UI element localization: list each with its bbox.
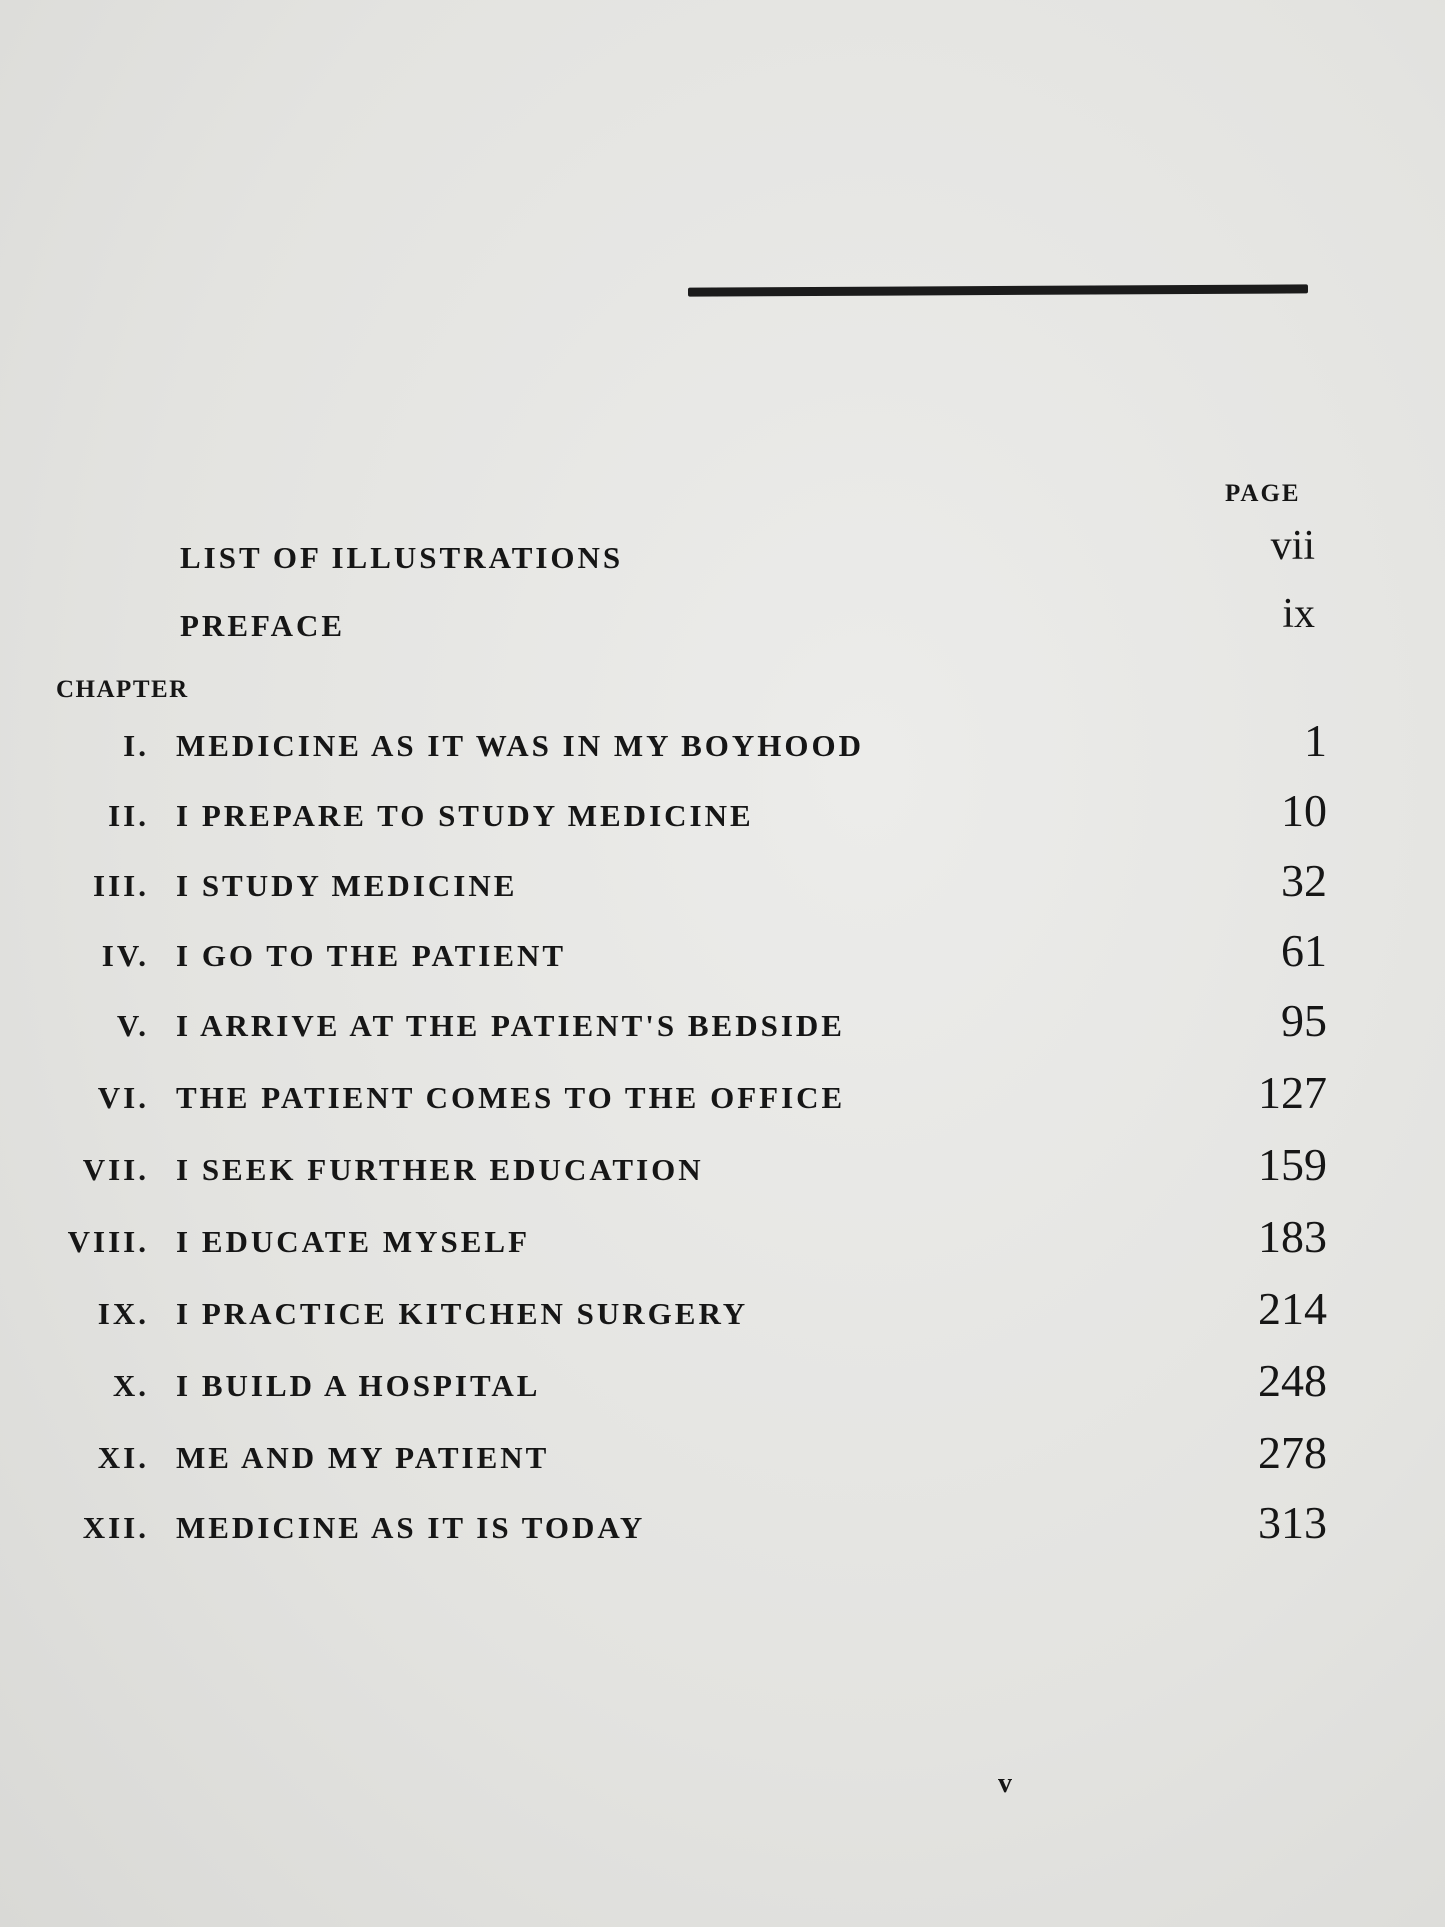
- chapter-page-number: 248: [1258, 1355, 1327, 1406]
- chapter-title: MEDICINE AS IT WAS IN MY BOYHOOD: [176, 728, 864, 763]
- chapter-title: ME AND MY PATIENT: [176, 1440, 550, 1475]
- toc-row: [0, 1211, 1445, 1274]
- toc-row: [0, 1355, 1445, 1418]
- chapter-numeral: V.: [116, 1008, 149, 1043]
- chapter-page-number: 214: [1258, 1283, 1327, 1334]
- chapter-title: MEDICINE AS IT IS TODAY: [176, 1510, 646, 1545]
- chapter-numeral: III.: [93, 868, 149, 903]
- toc-row: [0, 855, 1445, 918]
- chapter-numeral: XII.: [82, 1510, 149, 1545]
- front-matter-page: vii: [1270, 523, 1315, 569]
- chapter-page-number: 1: [1304, 715, 1327, 766]
- chapter-numeral: VI.: [97, 1080, 149, 1115]
- chapter-page-number: 159: [1258, 1139, 1327, 1190]
- chapter-title: I STUDY MEDICINE: [176, 868, 518, 903]
- toc-row: [0, 1497, 1445, 1560]
- front-matter-title: LIST OF ILLUSTRATIONS: [180, 540, 624, 575]
- chapter-title: I ARRIVE AT THE PATIENT'S BEDSIDE: [176, 1008, 845, 1043]
- toc-row: [0, 785, 1445, 848]
- chapter-title: I SEEK FURTHER EDUCATION: [176, 1152, 704, 1187]
- page-column-heading: PAGE: [1225, 480, 1301, 507]
- toc-row: [0, 1283, 1445, 1346]
- front-matter-page: ix: [1282, 591, 1315, 637]
- chapter-page-number: 10: [1281, 785, 1327, 836]
- page-folio: v: [998, 1768, 1012, 1799]
- chapter-title: I EDUCATE MYSELF: [176, 1224, 531, 1259]
- chapter-title: THE PATIENT COMES TO THE OFFICE: [176, 1080, 846, 1115]
- chapter-title: I PRACTICE KITCHEN SURGERY: [176, 1296, 749, 1331]
- chapter-numeral: X.: [112, 1368, 149, 1403]
- chapter-title: I BUILD A HOSPITAL: [176, 1368, 541, 1403]
- chapter-page-number: 183: [1258, 1211, 1327, 1262]
- toc-row: [0, 995, 1445, 1058]
- front-matter-title: PREFACE: [180, 608, 346, 643]
- chapter-numeral: XI.: [97, 1440, 149, 1475]
- toc-row: [0, 1139, 1445, 1202]
- toc-row: [0, 715, 1445, 778]
- chapter-title: I GO TO THE PATIENT: [176, 938, 567, 973]
- toc-row: [0, 1067, 1445, 1130]
- chapter-page-number: 32: [1281, 855, 1327, 906]
- chapter-numeral: II.: [108, 798, 149, 833]
- chapter-page-number: 278: [1258, 1427, 1327, 1478]
- chapter-numeral: VII.: [82, 1152, 149, 1187]
- chapter-page-number: 61: [1281, 925, 1327, 976]
- chapter-title: I PREPARE TO STUDY MEDICINE: [176, 798, 754, 833]
- chapter-label: CHAPTER: [56, 676, 189, 703]
- toc-row: [0, 1427, 1445, 1490]
- chapter-page-number: 127: [1258, 1067, 1327, 1118]
- header-rule: [688, 284, 1308, 296]
- chapter-numeral: IV.: [101, 938, 149, 973]
- chapter-numeral: I.: [123, 728, 149, 763]
- chapter-page-number: 95: [1281, 995, 1327, 1046]
- chapter-numeral: VIII.: [67, 1224, 149, 1259]
- toc-row: [0, 925, 1445, 988]
- chapter-numeral: IX.: [97, 1296, 149, 1331]
- chapter-page-number: 313: [1258, 1497, 1327, 1548]
